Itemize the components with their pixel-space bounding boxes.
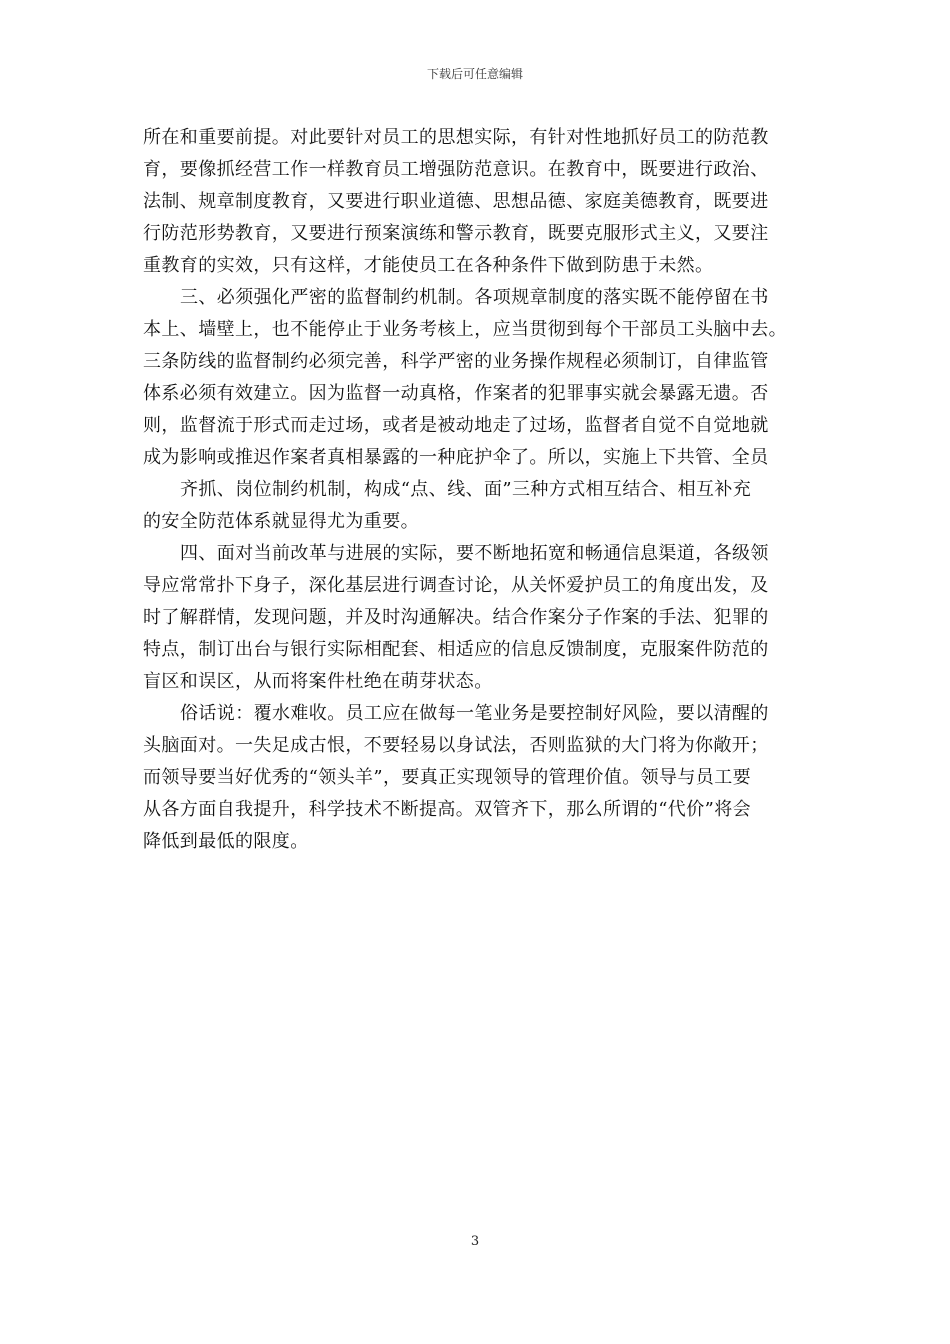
text-line: 成为影响或推迟作案者真相暴露的一种庇护伞了。所以，实施上下共管、全员 — [143, 447, 769, 468]
text-line: 体系必须有效建立。因为监督一动真格，作案者的犯罪事实就会暴露无遗。否 — [143, 383, 769, 404]
text-line: 则，监督流于形式而走过场，或者是被动地走了过场，监督者自觉不自觉地就 — [143, 415, 769, 436]
text-line: 特点，制订出台与银行实际相配套、相适应的信息反馈制度，克服案件防范的 — [143, 639, 769, 660]
text-line: 盲区和误区，从而将案件杜绝在萌芽状态。 — [143, 671, 493, 692]
text-line: 育，要像抓经营工作一样教育员工增强防范意识。在教育中，既要进行政治、 — [143, 159, 769, 180]
text-line: 导应常常扑下身子，深化基层进行调查讨论，从关怀爱护员工的角度出发，及 — [143, 575, 769, 596]
text-line: 本上、墙壁上，也不能停止于业务考核上，应当贯彻到每个干部员工头脑中去。 — [143, 319, 787, 340]
text-line: 行防范形势教育，又要进行预案演练和警示教育，既要克服形式主义，又要注 — [143, 223, 769, 244]
document-body — [143, 122, 809, 858]
text-line: 的安全防范体系就显得尤为重要。 — [143, 511, 419, 532]
paragraph-start-line: 四、面对当前改革与进展的实际，要不断地拓宽和畅通信息渠道，各级领 — [180, 543, 769, 564]
paragraph-start-line: 俗话说：覆水难收。员工应在做每一笔业务是要控制好风险，要以清醒的 — [180, 703, 769, 724]
page-header: 下载后可任意编辑 — [426, 67, 523, 81]
text-line: 降低到最低的限度。 — [143, 831, 309, 852]
page-number: 3 — [470, 1234, 480, 1249]
text-line: 时了解群情，发现问题，并及时沟通解决。结合作案分子作案的手法、犯罪的 — [143, 607, 769, 628]
text-line: 三条防线的监督制约必须完善，科学严密的业务操作规程必须制订，自律监管 — [143, 351, 769, 372]
text-line: 头脑面对。一失足成古恨，不要轻易以身试法，否则监狱的大门将为你敞开； — [143, 735, 769, 756]
text-line: 所在和重要前提。对此要针对员工的思想实际，有针对性地抓好员工的防范教 — [143, 127, 769, 148]
text-line: 重教育的实效，只有这样，才能使员工在各种条件下做到防患于未然。 — [143, 255, 714, 276]
text-line: 从各方面自我提升，科学技术不断提高。双管齐下，那么所谓的“代价”将会 — [143, 799, 752, 820]
paragraph-start-line: 三、必须强化严密的监督制约机制。各项规章制度的落实既不能停留在书 — [180, 287, 769, 308]
text-line: 法制、规章制度教育，又要进行职业道德、思想品德、家庭美德教育，既要进 — [143, 191, 769, 212]
text-line: 而领导要当好优秀的“领头羊”，要真正实现领导的管理价值。领导与员工要 — [143, 767, 752, 788]
paragraph-start-line: 齐抓、岗位制约机制，构成“点、线、面”三种方式相互结合、相互补充 — [180, 479, 752, 500]
